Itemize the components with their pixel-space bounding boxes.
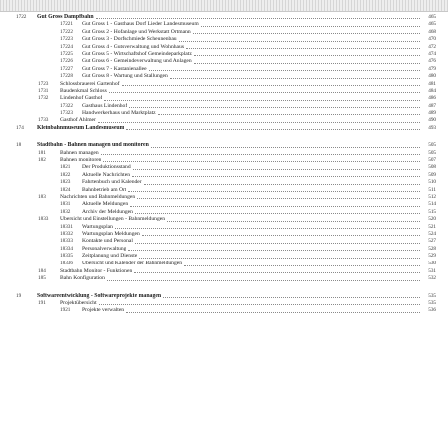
section-gap bbox=[16, 132, 436, 142]
toc-entry[interactable] bbox=[16, 14, 436, 21]
dot-leader bbox=[186, 48, 420, 49]
entry-page-number: 489 bbox=[428, 110, 436, 117]
dot-leader bbox=[135, 243, 420, 244]
entry-page-number: 481 bbox=[428, 80, 436, 87]
dot-leader bbox=[128, 250, 420, 251]
toc-entry[interactable] bbox=[16, 44, 436, 51]
entry-page-number: 536 bbox=[428, 307, 436, 314]
entry-number: 1833 bbox=[38, 216, 49, 223]
entry-title: Softwareentwicklung - Softwareprojekte managen bbox=[37, 292, 162, 299]
entry-number: 174 bbox=[16, 124, 24, 131]
entry-number: 18 bbox=[16, 142, 22, 149]
entry-page-number: 472 bbox=[428, 43, 436, 50]
dot-leader bbox=[132, 176, 420, 177]
entry-number: 17225 bbox=[60, 50, 73, 57]
entry-page-number: 470 bbox=[428, 36, 436, 43]
entry-title: Kontakte und Personal bbox=[82, 238, 133, 245]
entry-number: 184 bbox=[38, 267, 46, 274]
entry-number: 17228 bbox=[60, 73, 73, 80]
toc-entry[interactable] bbox=[16, 125, 436, 132]
entry-page-number: 505 bbox=[428, 149, 436, 156]
entry-page-number: 479 bbox=[428, 65, 436, 72]
dot-leader bbox=[142, 235, 420, 236]
dot-leader bbox=[115, 228, 420, 229]
entry-number: 1722 bbox=[16, 14, 27, 20]
entry-page-number: 524 bbox=[428, 230, 436, 237]
entry-page-number: 468 bbox=[428, 28, 436, 35]
entry-number: 17224 bbox=[60, 43, 73, 50]
entry-page-number: 487 bbox=[428, 102, 436, 109]
entry-page-number: 465 bbox=[428, 21, 436, 28]
entry-title: Aktuelle Meldungen bbox=[82, 201, 129, 208]
entry-title: Aktuelle Nachrichten bbox=[82, 171, 130, 178]
entry-number: 1732 bbox=[38, 95, 49, 102]
entry-title: Bahnbetrieb am Ort bbox=[82, 186, 127, 193]
toc-entry[interactable] bbox=[16, 103, 436, 110]
entry-title: Gut Gross 3 - Dorfschmiede Scheunenbau bbox=[82, 36, 177, 43]
entry-number: 1822 bbox=[60, 171, 71, 178]
entry-title: Gut Gross 2 - Hofanlage und Werkstatt Ortmann bbox=[82, 28, 191, 35]
dot-leader bbox=[149, 70, 420, 71]
toc-entry[interactable] bbox=[16, 142, 436, 149]
entry-title: Lindenhof Gasthof bbox=[60, 95, 103, 102]
table-of-contents bbox=[16, 14, 436, 315]
toc-entry[interactable] bbox=[16, 58, 436, 65]
toc-entry[interactable] bbox=[16, 21, 436, 28]
toc-section bbox=[16, 14, 436, 132]
entry-page-number: 532 bbox=[428, 275, 436, 282]
entry-number: 1821 bbox=[60, 164, 71, 171]
toc-entry[interactable] bbox=[16, 51, 436, 58]
toc-entry[interactable] bbox=[16, 224, 436, 231]
entry-title: Fahrtenbuch und Kalender bbox=[82, 179, 142, 186]
entry-page-number: 465 bbox=[428, 14, 436, 20]
entry-number: 17226 bbox=[60, 58, 73, 65]
entry-number: 182 bbox=[38, 157, 46, 164]
entry-number: 185 bbox=[38, 275, 46, 282]
entry-number: 1921 bbox=[60, 307, 71, 314]
toc-entry[interactable] bbox=[16, 300, 436, 307]
entry-number: 17222 bbox=[60, 28, 73, 35]
entry-title: Schlossbrauerei Gartenhof bbox=[60, 80, 120, 87]
entry-page-number: 474 bbox=[428, 50, 436, 57]
entry-title: Kleinbahnmuseum Landesmuseum bbox=[37, 124, 125, 131]
dot-leader bbox=[158, 114, 420, 115]
entry-number: 191 bbox=[38, 300, 46, 307]
toc-section bbox=[16, 293, 436, 315]
dot-leader bbox=[194, 63, 420, 64]
entry-page-number: 529 bbox=[428, 253, 436, 260]
entry-title: Zeitplanung und Dienste bbox=[82, 253, 138, 260]
entry-number: 1823 bbox=[60, 179, 71, 186]
dot-leader bbox=[126, 129, 420, 130]
entry-title: Gasthaus Lindenhof bbox=[82, 102, 128, 109]
toc-entry[interactable] bbox=[16, 261, 436, 268]
entry-number: 18333 bbox=[60, 238, 73, 245]
entry-page-number: 528 bbox=[428, 245, 436, 252]
entry-number: 183 bbox=[38, 193, 46, 200]
toc-entry[interactable] bbox=[16, 164, 436, 171]
entry-page-number: 521 bbox=[428, 223, 436, 230]
dot-leader bbox=[133, 169, 420, 170]
section-gap bbox=[16, 283, 436, 293]
entry-number: 18334 bbox=[60, 245, 73, 252]
entry-title: Stadtbahn - Bahnen managen und monitoren bbox=[37, 142, 149, 149]
entry-number: 1723 bbox=[38, 80, 49, 87]
entry-page-number: 535 bbox=[428, 300, 436, 307]
entry-number: 1824 bbox=[60, 186, 71, 193]
entry-number: 18335 bbox=[60, 253, 73, 260]
entry-title: Stadtbahn Monitor - Funktionen bbox=[60, 267, 133, 274]
dot-leader bbox=[184, 265, 420, 266]
toc-entry[interactable] bbox=[16, 201, 436, 208]
entry-title: Wartungsplan Meldungen bbox=[82, 230, 140, 237]
entry-number: 1831 bbox=[60, 201, 71, 208]
toc-entry[interactable] bbox=[16, 216, 436, 223]
dot-leader bbox=[135, 213, 420, 214]
dot-leader bbox=[130, 206, 420, 207]
dot-leader bbox=[139, 258, 420, 259]
entry-title: Gut Gross 7 - Kastanienallee bbox=[82, 65, 147, 72]
toc-entry[interactable] bbox=[16, 187, 436, 194]
toc-entry[interactable] bbox=[16, 88, 436, 95]
entry-title: Bahnen monitoren bbox=[60, 157, 102, 164]
toc-entry[interactable] bbox=[16, 179, 436, 186]
entry-number: 17323 bbox=[60, 110, 73, 117]
toc-entry[interactable] bbox=[16, 95, 436, 102]
entry-number: 17223 bbox=[60, 36, 73, 43]
entry-page-number: 535 bbox=[428, 292, 436, 299]
dot-leader bbox=[129, 107, 420, 108]
entry-page-number: 527 bbox=[428, 238, 436, 245]
entry-title: Gut Gross 4 - Gutsverwaltung und Wohnhaus bbox=[82, 43, 184, 50]
toc-entry[interactable] bbox=[16, 150, 436, 157]
entry-page-number: 508 bbox=[428, 164, 436, 171]
entry-page-number: 493 bbox=[428, 124, 436, 131]
entry-number: 1731 bbox=[38, 87, 49, 94]
entry-number: 17221 bbox=[60, 21, 73, 28]
entry-page-number: 476 bbox=[428, 58, 436, 65]
toc-entry[interactable] bbox=[16, 268, 436, 275]
dot-leader bbox=[126, 312, 420, 313]
top-edge-band bbox=[0, 0, 448, 12]
dot-leader bbox=[151, 147, 420, 148]
toc-section bbox=[16, 142, 436, 282]
entry-page-number: 531 bbox=[428, 267, 436, 274]
entry-title: Übersicht und Einstellungen - Bahnmeldungen bbox=[60, 216, 166, 223]
entry-number: 1733 bbox=[38, 117, 49, 124]
entry-page-number: 512 bbox=[428, 193, 436, 200]
entry-page-number: 505 bbox=[428, 142, 436, 149]
entry-title: Gut Gross 5 - Wirtschaftshof Gemeindeparkplatz bbox=[82, 50, 192, 57]
toc-entry[interactable] bbox=[16, 66, 436, 73]
entry-title: Wartungsplan bbox=[82, 223, 113, 230]
dot-leader bbox=[194, 55, 420, 56]
entry-page-number: 514 bbox=[428, 201, 436, 208]
toc-entry[interactable] bbox=[16, 110, 436, 117]
entry-page-number: 511 bbox=[428, 186, 436, 193]
toc-entry[interactable] bbox=[16, 157, 436, 164]
dot-leader bbox=[122, 85, 421, 86]
entry-page-number: 515 bbox=[428, 208, 436, 215]
dot-leader bbox=[193, 33, 420, 34]
toc-entry[interactable] bbox=[16, 73, 436, 80]
dot-leader bbox=[96, 18, 420, 19]
entry-title: Projektübersicht bbox=[60, 300, 97, 307]
toc-entry[interactable] bbox=[16, 275, 436, 282]
dot-leader bbox=[134, 272, 420, 273]
entry-page-number: 507 bbox=[428, 157, 436, 164]
entry-number: 1832 bbox=[60, 208, 71, 215]
dot-leader bbox=[144, 184, 420, 185]
entry-page-number: 510 bbox=[428, 179, 436, 186]
toc-entry[interactable] bbox=[16, 172, 436, 179]
toc-entry[interactable] bbox=[16, 246, 436, 253]
entry-page-number: 484 bbox=[428, 87, 436, 94]
entry-number: 181 bbox=[38, 149, 46, 156]
entry-title: Gasthof Ahlmer bbox=[60, 117, 96, 124]
toc-entry[interactable] bbox=[16, 194, 436, 201]
dot-leader bbox=[101, 154, 420, 155]
toc-entry[interactable] bbox=[16, 253, 436, 260]
entry-page-number: 520 bbox=[428, 216, 436, 223]
dot-leader bbox=[163, 297, 420, 298]
entry-title: Baudenkmal Schloss bbox=[60, 87, 107, 94]
toc-entry[interactable] bbox=[16, 293, 436, 300]
toc-entry[interactable] bbox=[16, 36, 436, 43]
entry-title: Gut Gross 1 - Gasthaus Dorf Lieder Landesmuseum bbox=[82, 21, 199, 28]
entry-number: 19 bbox=[16, 292, 22, 299]
entry-number: 18336 bbox=[60, 260, 73, 267]
dot-leader bbox=[179, 41, 420, 42]
toc-entry[interactable] bbox=[16, 81, 436, 88]
dot-leader bbox=[99, 304, 420, 305]
entry-number: 17322 bbox=[60, 102, 73, 109]
entry-title: Nachrichten und Bahnmeldungen bbox=[60, 193, 136, 200]
entry-title: Projekte verwalten bbox=[82, 307, 125, 314]
entry-number: 18332 bbox=[60, 230, 73, 237]
entry-title: Handwerkerhaus und Marktplatz bbox=[82, 110, 156, 117]
dot-leader bbox=[104, 100, 420, 101]
toc-entry[interactable] bbox=[16, 231, 436, 238]
toc-entry[interactable] bbox=[16, 307, 436, 314]
entry-page-number: 480 bbox=[428, 73, 436, 80]
dot-leader bbox=[167, 221, 420, 222]
toc-entry[interactable] bbox=[16, 238, 436, 245]
entry-title: Gut Gross 6 - Gemeindeverwaltung und Anlagen bbox=[82, 58, 192, 65]
entry-title: Gut Gross Dampfbahn bbox=[37, 14, 94, 20]
entry-title: Bahnen managen bbox=[60, 149, 99, 156]
dot-leader bbox=[107, 280, 420, 281]
entry-title: Archiv der Meldungen bbox=[82, 208, 133, 215]
dot-leader bbox=[128, 191, 420, 192]
dot-leader bbox=[103, 161, 420, 162]
entry-number: 17227 bbox=[60, 65, 73, 72]
dot-leader bbox=[170, 78, 420, 79]
entry-title: Personalverwaltung bbox=[82, 245, 127, 252]
toc-entry[interactable] bbox=[16, 117, 436, 124]
dot-leader bbox=[109, 92, 420, 93]
entry-number: 18331 bbox=[60, 223, 73, 230]
entry-page-number: 509 bbox=[428, 171, 436, 178]
entry-title: Der Produktionsstand bbox=[82, 164, 131, 171]
entry-title: Bahn Konfiguration bbox=[60, 275, 105, 282]
toc-entry[interactable] bbox=[16, 209, 436, 216]
entry-page-number: 490 bbox=[428, 117, 436, 124]
dot-leader bbox=[201, 26, 420, 27]
dot-leader bbox=[98, 122, 420, 123]
toc-entry[interactable] bbox=[16, 29, 436, 36]
entry-page-number: 486 bbox=[428, 95, 436, 102]
dot-leader bbox=[137, 198, 420, 199]
entry-title: Gut Gross 8 - Wartung und Stallungen bbox=[82, 73, 168, 80]
entry-title: Übersicht und Kalender der Bahnmeldungen bbox=[82, 260, 183, 267]
entry-page-number: 530 bbox=[428, 260, 436, 267]
